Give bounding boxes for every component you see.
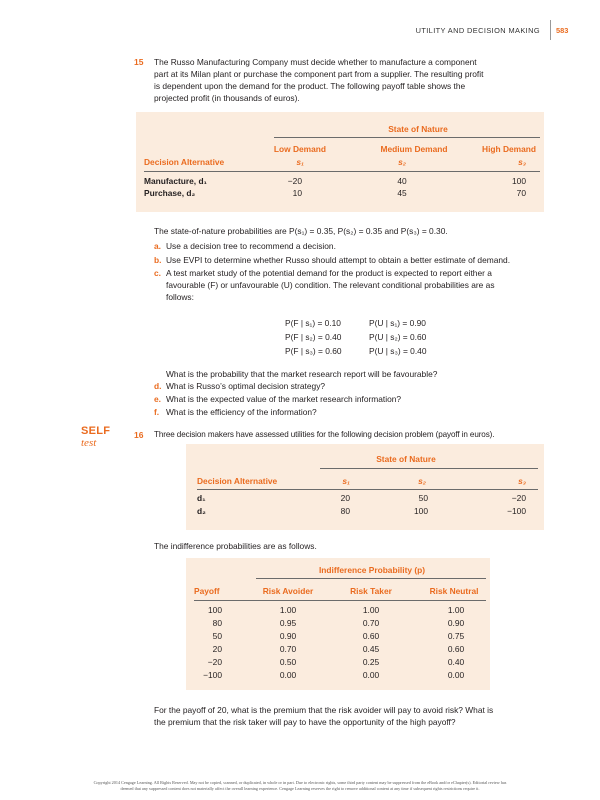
sub-s2-16: s₂	[418, 476, 426, 486]
state-of-nature-header-16: State of Nature	[376, 454, 436, 464]
row-label-d1: d₁	[197, 493, 206, 503]
closing-line-2: the premium that the risk taker will pay to have the opportunity of the high payoff?	[154, 717, 456, 727]
sub-s3: s₃	[518, 157, 526, 167]
risk-avoider-cell: 0.00	[279, 670, 297, 680]
sub-s2: s₂	[398, 157, 406, 167]
question-15-line-1: The Russo Manufacturing Company must decide whether to manufacture a component	[154, 57, 477, 67]
row-label-manufacture: Manufacture, d₁	[144, 176, 208, 186]
indifference-table	[186, 558, 490, 690]
risk-neutral-cell: 0.00	[447, 670, 465, 680]
risk-neutral-cell: 0.40	[447, 657, 465, 667]
cell-purchase-s3: 70	[516, 188, 526, 198]
header-rule	[144, 171, 540, 172]
question-16-intro: Three decision makers have assessed utilities for the following decision problem (payoff in euros).	[154, 430, 495, 439]
risk-avoider-cell: 0.95	[279, 618, 297, 628]
part-d-letter: d.	[154, 381, 162, 391]
risk-taker-cell: 0.70	[362, 618, 380, 628]
cond-prob-u-s2: P(U | s₂) = 0.60	[369, 332, 427, 342]
risk-avoider-cell: 0.50	[279, 657, 297, 667]
risk-taker-cell: 1.00	[362, 605, 380, 615]
state-rule-16	[320, 468, 538, 469]
cell-manufacture-s3: 100	[512, 176, 526, 186]
risk-neutral-cell: 0.75	[447, 631, 465, 641]
col-high-demand: High Demand	[482, 144, 536, 154]
part-c-line-2: favourable (F) or unfavourable (U) condition. The relevant conditional probabilities are as	[166, 280, 495, 290]
state-rule	[274, 137, 540, 138]
page-number: 583	[556, 26, 569, 35]
cell-d2-s3: −100	[507, 506, 526, 516]
question-15-number: 15	[134, 57, 144, 67]
risk-neutral-cell: 1.00	[447, 605, 465, 615]
risk-taker-cell: 0.45	[362, 644, 380, 654]
self-test-sublabel: test	[81, 437, 97, 449]
part-c-letter: c.	[154, 268, 161, 278]
header-divider	[550, 20, 551, 40]
row-label-d2: d₂	[197, 506, 206, 516]
running-header-title: UTILITY AND DECISION MAKING	[415, 26, 540, 35]
payoff-cell: −20	[207, 657, 222, 667]
risk-taker-cell: 0.60	[362, 631, 380, 641]
part-c-line-3: follows:	[166, 292, 194, 302]
part-a-text: Use a decision tree to recommend a decision.	[166, 241, 336, 251]
col-payoff: Payoff	[194, 586, 220, 596]
indifference-header: Indifference Probability (p)	[318, 565, 426, 575]
part-d-text: What is Russo’s optimal decision strategy?	[166, 381, 326, 391]
self-test-label: SELF	[81, 425, 111, 437]
question-15-line-4: projected profit (in thousands of euros).	[154, 93, 300, 103]
copyright-line-1: Copyright 2014 Cengage Learning. All Rights Reserved. May not be copied, scanned, or duplicated, in whole or in part. Due to electronic rights, some third party content may be suppressed from the eBook and/or eChapter(s). Editorial review has	[93, 780, 507, 785]
part-c-line-1: A test market study of the potential demand for the product is expected to report either a	[166, 268, 492, 278]
cell-purchase-s1: 10	[292, 188, 302, 198]
risk-neutral-cell: 0.60	[447, 644, 465, 654]
closing-line-1: For the payoff of 20, what is the premium that the risk avoider will pay to avoid risk? What is	[154, 705, 494, 715]
part-e-text: What is the expected value of the market research information?	[166, 394, 402, 404]
payoff-cell: −100	[203, 670, 222, 680]
cell-d1-s1: 20	[340, 493, 350, 503]
risk-neutral-cell: 0.90	[447, 618, 465, 628]
col-low-demand: Low Demand	[273, 144, 326, 154]
risk-avoider-cell: 0.70	[279, 644, 297, 654]
cond-prob-u-s1: P(U | s₁) = 0.90	[369, 318, 426, 328]
cell-d1-s2: 50	[418, 493, 428, 503]
part-f-letter: f.	[154, 407, 160, 417]
cell-manufacture-s1: −20	[287, 176, 302, 186]
decision-alternative-header: Decision Alternative	[144, 157, 225, 167]
indifference-header-rule	[194, 600, 486, 601]
cond-prob-f-s3: P(F | s₃) = 0.60	[285, 346, 342, 356]
question-15-line-3: is dependent upon the demand for the product. The following payoff table shows the	[154, 81, 466, 91]
part-c-question: What is the probability that the market research report will be favourable?	[166, 369, 438, 379]
cond-prob-f-s2: P(F | s₂) = 0.40	[285, 332, 342, 342]
state-probabilities: The state-of-nature probabilities are P(s₁) = 0.35, P(s₂) = 0.35 and P(s₃) = 0.30.	[154, 226, 448, 236]
risk-avoider-cell: 0.90	[279, 631, 297, 641]
header-rule-16	[197, 489, 538, 490]
part-b-text: Use EVPI to determine whether Russo should attempt to obtain a better estimate of demand.	[166, 255, 511, 265]
cond-prob-f-s1: P(F | s₁) = 0.10	[285, 318, 341, 328]
col-risk-avoider: Risk Avoider	[262, 586, 314, 596]
question-16-number: 16	[134, 430, 144, 440]
copyright-footer	[30, 780, 570, 792]
indifference-rule	[256, 578, 486, 579]
indifference-intro: The indifference probabilities are as follows.	[154, 541, 317, 551]
utility-table-16	[186, 444, 544, 530]
sub-s1-16: s₁	[342, 476, 350, 486]
decision-alternative-header-16: Decision Alternative	[197, 476, 278, 486]
cell-d1-s3: −20	[511, 493, 526, 503]
risk-taker-cell: 0.00	[362, 670, 380, 680]
payoff-cell: 20	[212, 644, 222, 654]
col-risk-neutral: Risk Neutral	[429, 586, 479, 596]
part-a-letter: a.	[154, 241, 161, 251]
row-label-purchase: Purchase, d₂	[144, 188, 196, 198]
payoff-table-15	[136, 112, 544, 212]
part-f-text: What is the efficiency of the information?	[166, 407, 317, 417]
part-e-letter: e.	[154, 394, 161, 404]
sub-s3-16: s₃	[518, 476, 526, 486]
risk-avoider-cell: 1.00	[279, 605, 297, 615]
payoff-cell: 80	[212, 618, 222, 628]
payoff-cell: 50	[212, 631, 222, 641]
cell-d2-s1: 80	[340, 506, 350, 516]
cell-purchase-s2: 45	[397, 188, 407, 198]
state-of-nature-header: State of Nature	[388, 124, 448, 134]
cell-manufacture-s2: 40	[397, 176, 407, 186]
sub-s1: s₁	[296, 157, 304, 167]
question-15-line-2: part at its Milan plant or purchase the component part from a supplier. The resulting profit	[154, 69, 484, 79]
part-b-letter: b.	[154, 255, 162, 265]
col-risk-taker: Risk Taker	[350, 586, 392, 596]
cell-d2-s2: 100	[414, 506, 428, 516]
payoff-cell: 100	[208, 605, 222, 615]
risk-taker-cell: 0.25	[362, 657, 380, 667]
col-medium-demand: Medium Demand	[380, 144, 448, 154]
copyright-line-2: deemed that any suppressed content does not materially affect the overall learning experience. Cengage Learning reserves the right to remove additional content at any time if subsequent rights restrictions require it.	[120, 786, 480, 791]
cond-prob-u-s3: P(U | s₃) = 0.40	[369, 346, 427, 356]
